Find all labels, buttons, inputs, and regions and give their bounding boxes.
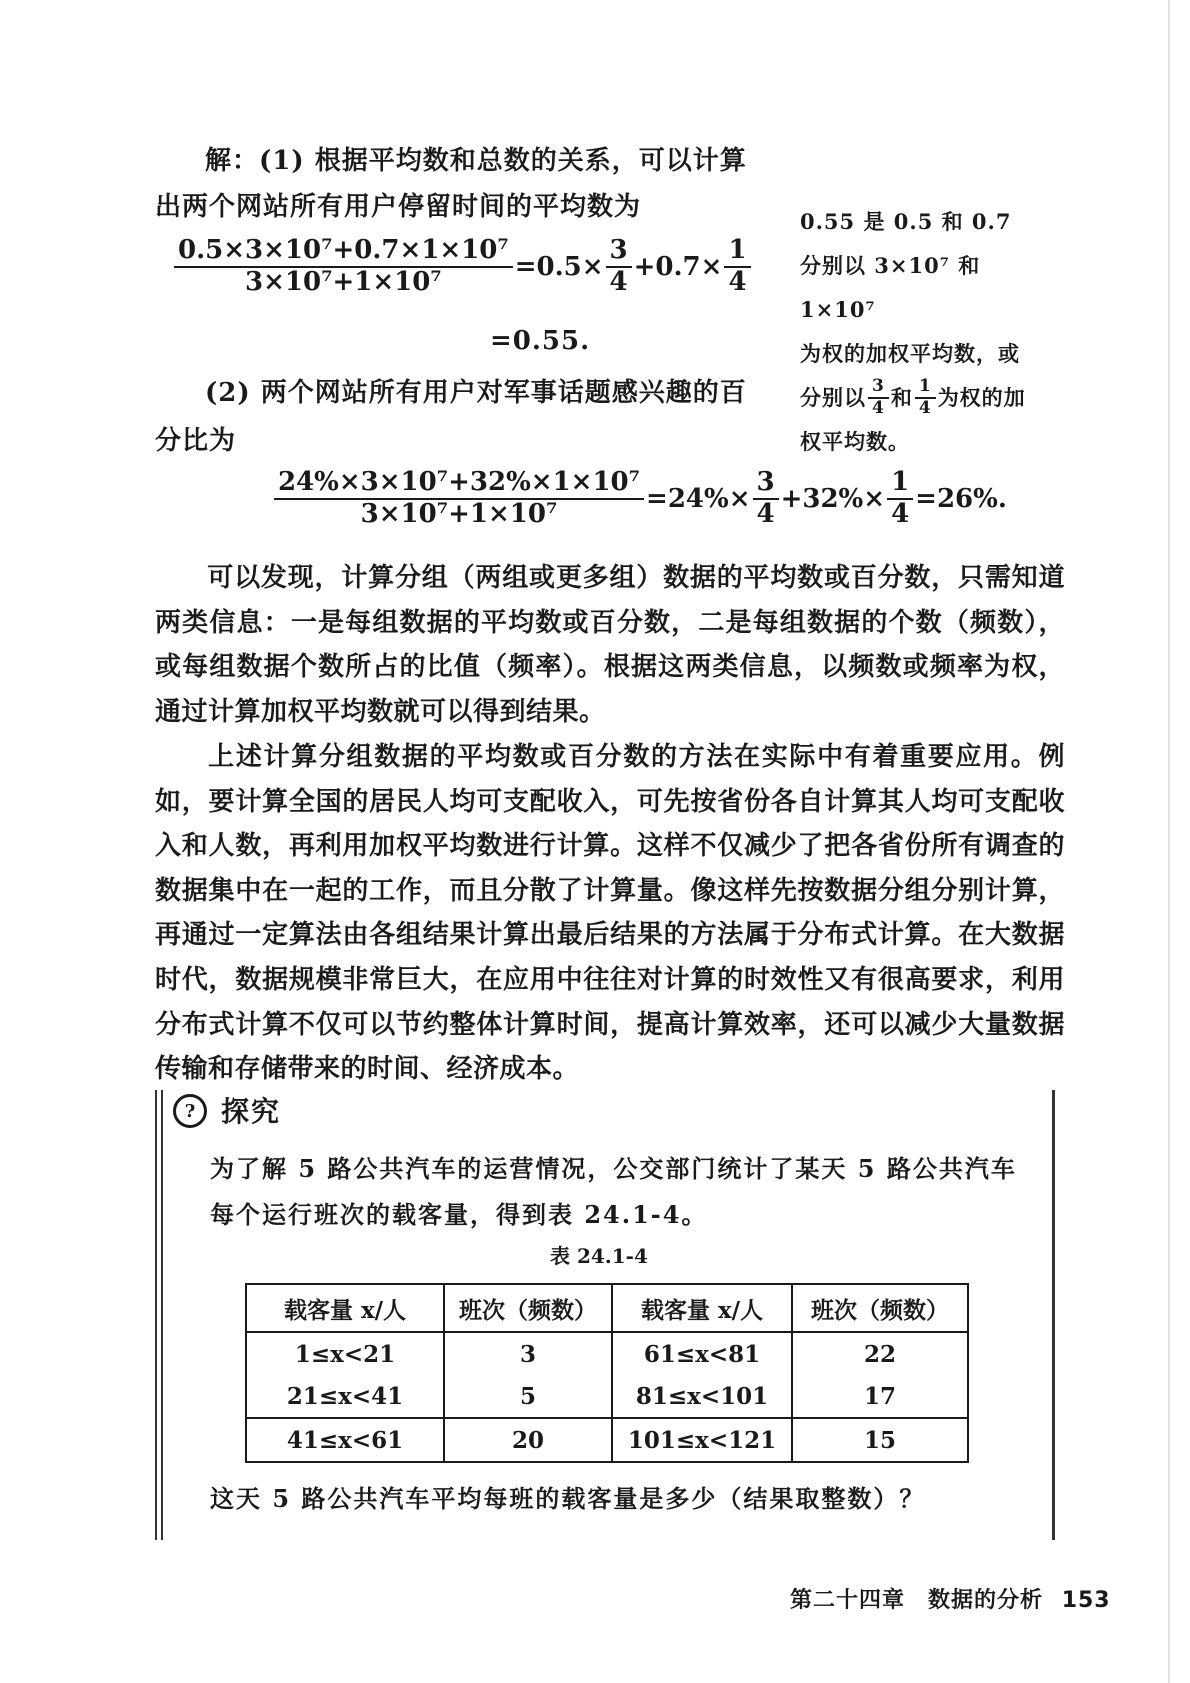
- fraction-numerator: 3: [753, 468, 779, 500]
- paragraph-distributed-computing: [155, 735, 1065, 1092]
- solution-part1-line2: 出两个网站所有用户停留时间的平均数为: [155, 192, 642, 222]
- fraction-main: [174, 236, 513, 298]
- table-header-row: [246, 1284, 968, 1332]
- table-row: [246, 1418, 968, 1462]
- fraction-weight: [753, 468, 779, 530]
- fraction-main: [274, 468, 644, 530]
- fraction-denominator: 4: [872, 398, 885, 418]
- formula-result-1: =0.55.: [490, 326, 591, 356]
- fraction-denominator: 3×10⁷+1×10⁷: [245, 266, 442, 297]
- table-cell: 101≤x<121: [612, 1418, 792, 1462]
- side-note-text: 为权的加: [937, 385, 1026, 410]
- paragraph-text: 上述计算分组数据的平均数或百分数的方法在实际中有着重要应用。例如，要计算全国的居民人均可支配收入，可先按省份各自计算其人均可支配收入和人数，再利用加权平均数进行计算。这样不仅减少了把各省份所有调查的数据集中在一起的工作，而且分散了计算量。像这样先按数据分组分别计算，再通过一定算法由各组结果计算出最后结果的方法属于分布式计算。在大数据时代，数据规模非常巨大，在应用中往往对计算的时效性又有很高要求，利用分布式计算不仅可以节约整体计算时间，提高计算效率，还可以减少大量数据传输和存储带来的时间、经济成本。: [155, 742, 1065, 1085]
- explore-right-bar: [1052, 1090, 1055, 1540]
- formula-average-time: [172, 236, 753, 298]
- fraction-numerator: 24%×3×10⁷+32%×1×10⁷: [274, 468, 644, 500]
- side-note-line: [800, 376, 1050, 420]
- side-note-text: 分别以: [800, 385, 866, 410]
- side-note: [800, 200, 1050, 464]
- table-cell: 21≤x<41: [246, 1375, 444, 1418]
- fraction-weight: [868, 377, 889, 418]
- table-cell: 20: [444, 1418, 612, 1462]
- side-note-text: 和: [890, 385, 913, 410]
- formula-percentage: [272, 468, 1007, 530]
- table-row: [246, 1375, 968, 1418]
- table-cell: 61≤x<81: [612, 1332, 792, 1375]
- side-note-line: 0.55 是 0.5 和 0.7: [800, 209, 1012, 234]
- formula-term: =0.5×: [514, 251, 604, 282]
- explore-title: 探究: [221, 1095, 282, 1128]
- page-number: 153: [1061, 1588, 1111, 1613]
- fraction-denominator: 4: [756, 498, 775, 529]
- table-cell: 15: [792, 1418, 968, 1462]
- table-cell: 81≤x<101: [612, 1375, 792, 1418]
- table-caption: 表 24.1-4: [550, 1244, 648, 1268]
- fraction-denominator: 4: [609, 266, 628, 297]
- fraction-numerator: 1: [724, 236, 750, 268]
- fraction-denominator: 4: [918, 398, 932, 418]
- solution-part2-line1: (2) 两个网站所有用户对军事话题感兴趣的百: [205, 378, 747, 408]
- explore-question: 这天 5 路公共汽车平均每班的载客量是多少（结果取整数）？: [210, 1484, 926, 1513]
- explore-left-bar: [155, 1090, 163, 1540]
- solution-part2-line2: 分比为: [155, 426, 237, 456]
- paragraph-discovery: [155, 556, 1065, 734]
- table-header: 载客量 x/人: [246, 1284, 444, 1332]
- paragraph-text: 可以发现，计算分组（两组或更多组）数据的平均数或百分数，只需知道两类信息：一是每组数据的平均数或百分数，二是每组数据的个数（频数），或每组数据个数所占的比值（频率）。根据这两类信息，以频数或频率为权，通过计算加权平均数就可以得到结果。: [155, 563, 1065, 727]
- fraction-denominator: 4: [891, 498, 910, 529]
- explore-icon: ?: [173, 1094, 207, 1128]
- fraction-weight: [915, 377, 936, 418]
- fraction-numerator: 3: [606, 236, 632, 268]
- table-cell: 41≤x<61: [246, 1418, 444, 1462]
- fraction-weight: [724, 236, 750, 298]
- frequency-table: [245, 1283, 969, 1463]
- table-header: 载客量 x/人: [612, 1284, 792, 1332]
- fraction-numerator: 3: [868, 377, 889, 399]
- side-note-line: 权平均数。: [800, 429, 910, 454]
- formula-term: +0.7×: [633, 251, 723, 282]
- fraction-numerator: 0.5×3×10⁷+0.7×1×10⁷: [174, 236, 513, 268]
- table-header: 班次（频数）: [444, 1284, 612, 1332]
- fraction-denominator: 4: [728, 266, 747, 297]
- solution-part1-line1: 解：(1) 根据平均数和总数的关系，可以计算: [205, 146, 747, 176]
- table-cell: 5: [444, 1375, 612, 1418]
- fraction-numerator: 1: [887, 468, 913, 500]
- side-note-line: 为权的加权平均数，或: [800, 341, 1020, 366]
- explore-intro: 为了解 5 路公共汽车的运营情况，公交部门统计了某天 5 路公共汽车每个运行班次的载客量，得到表 24.1-4。: [210, 1154, 1017, 1229]
- table-header: 班次（频数）: [792, 1284, 968, 1332]
- side-note-line: 分别以 3×10⁷ 和 1×10⁷: [800, 253, 981, 322]
- fraction-numerator: 1: [915, 377, 936, 399]
- page-edge: [1168, 0, 1170, 1683]
- table-cell: 22: [792, 1332, 968, 1375]
- fraction-weight: [606, 236, 632, 298]
- table-row: [246, 1332, 968, 1375]
- table-cell: 3: [444, 1332, 612, 1375]
- fraction-denominator: 3×10⁷+1×10⁷: [360, 498, 558, 529]
- formula-term: =24%×: [646, 483, 751, 514]
- page-footer: [790, 1583, 1111, 1614]
- fraction-weight: [887, 468, 913, 530]
- formula-result-2: =26%.: [915, 483, 1007, 514]
- table-cell: 17: [792, 1375, 968, 1418]
- formula-term: +32%×: [780, 483, 886, 514]
- table-cell: 1≤x<21: [246, 1332, 444, 1375]
- chapter-title: 第二十四章 数据的分析: [790, 1588, 1044, 1613]
